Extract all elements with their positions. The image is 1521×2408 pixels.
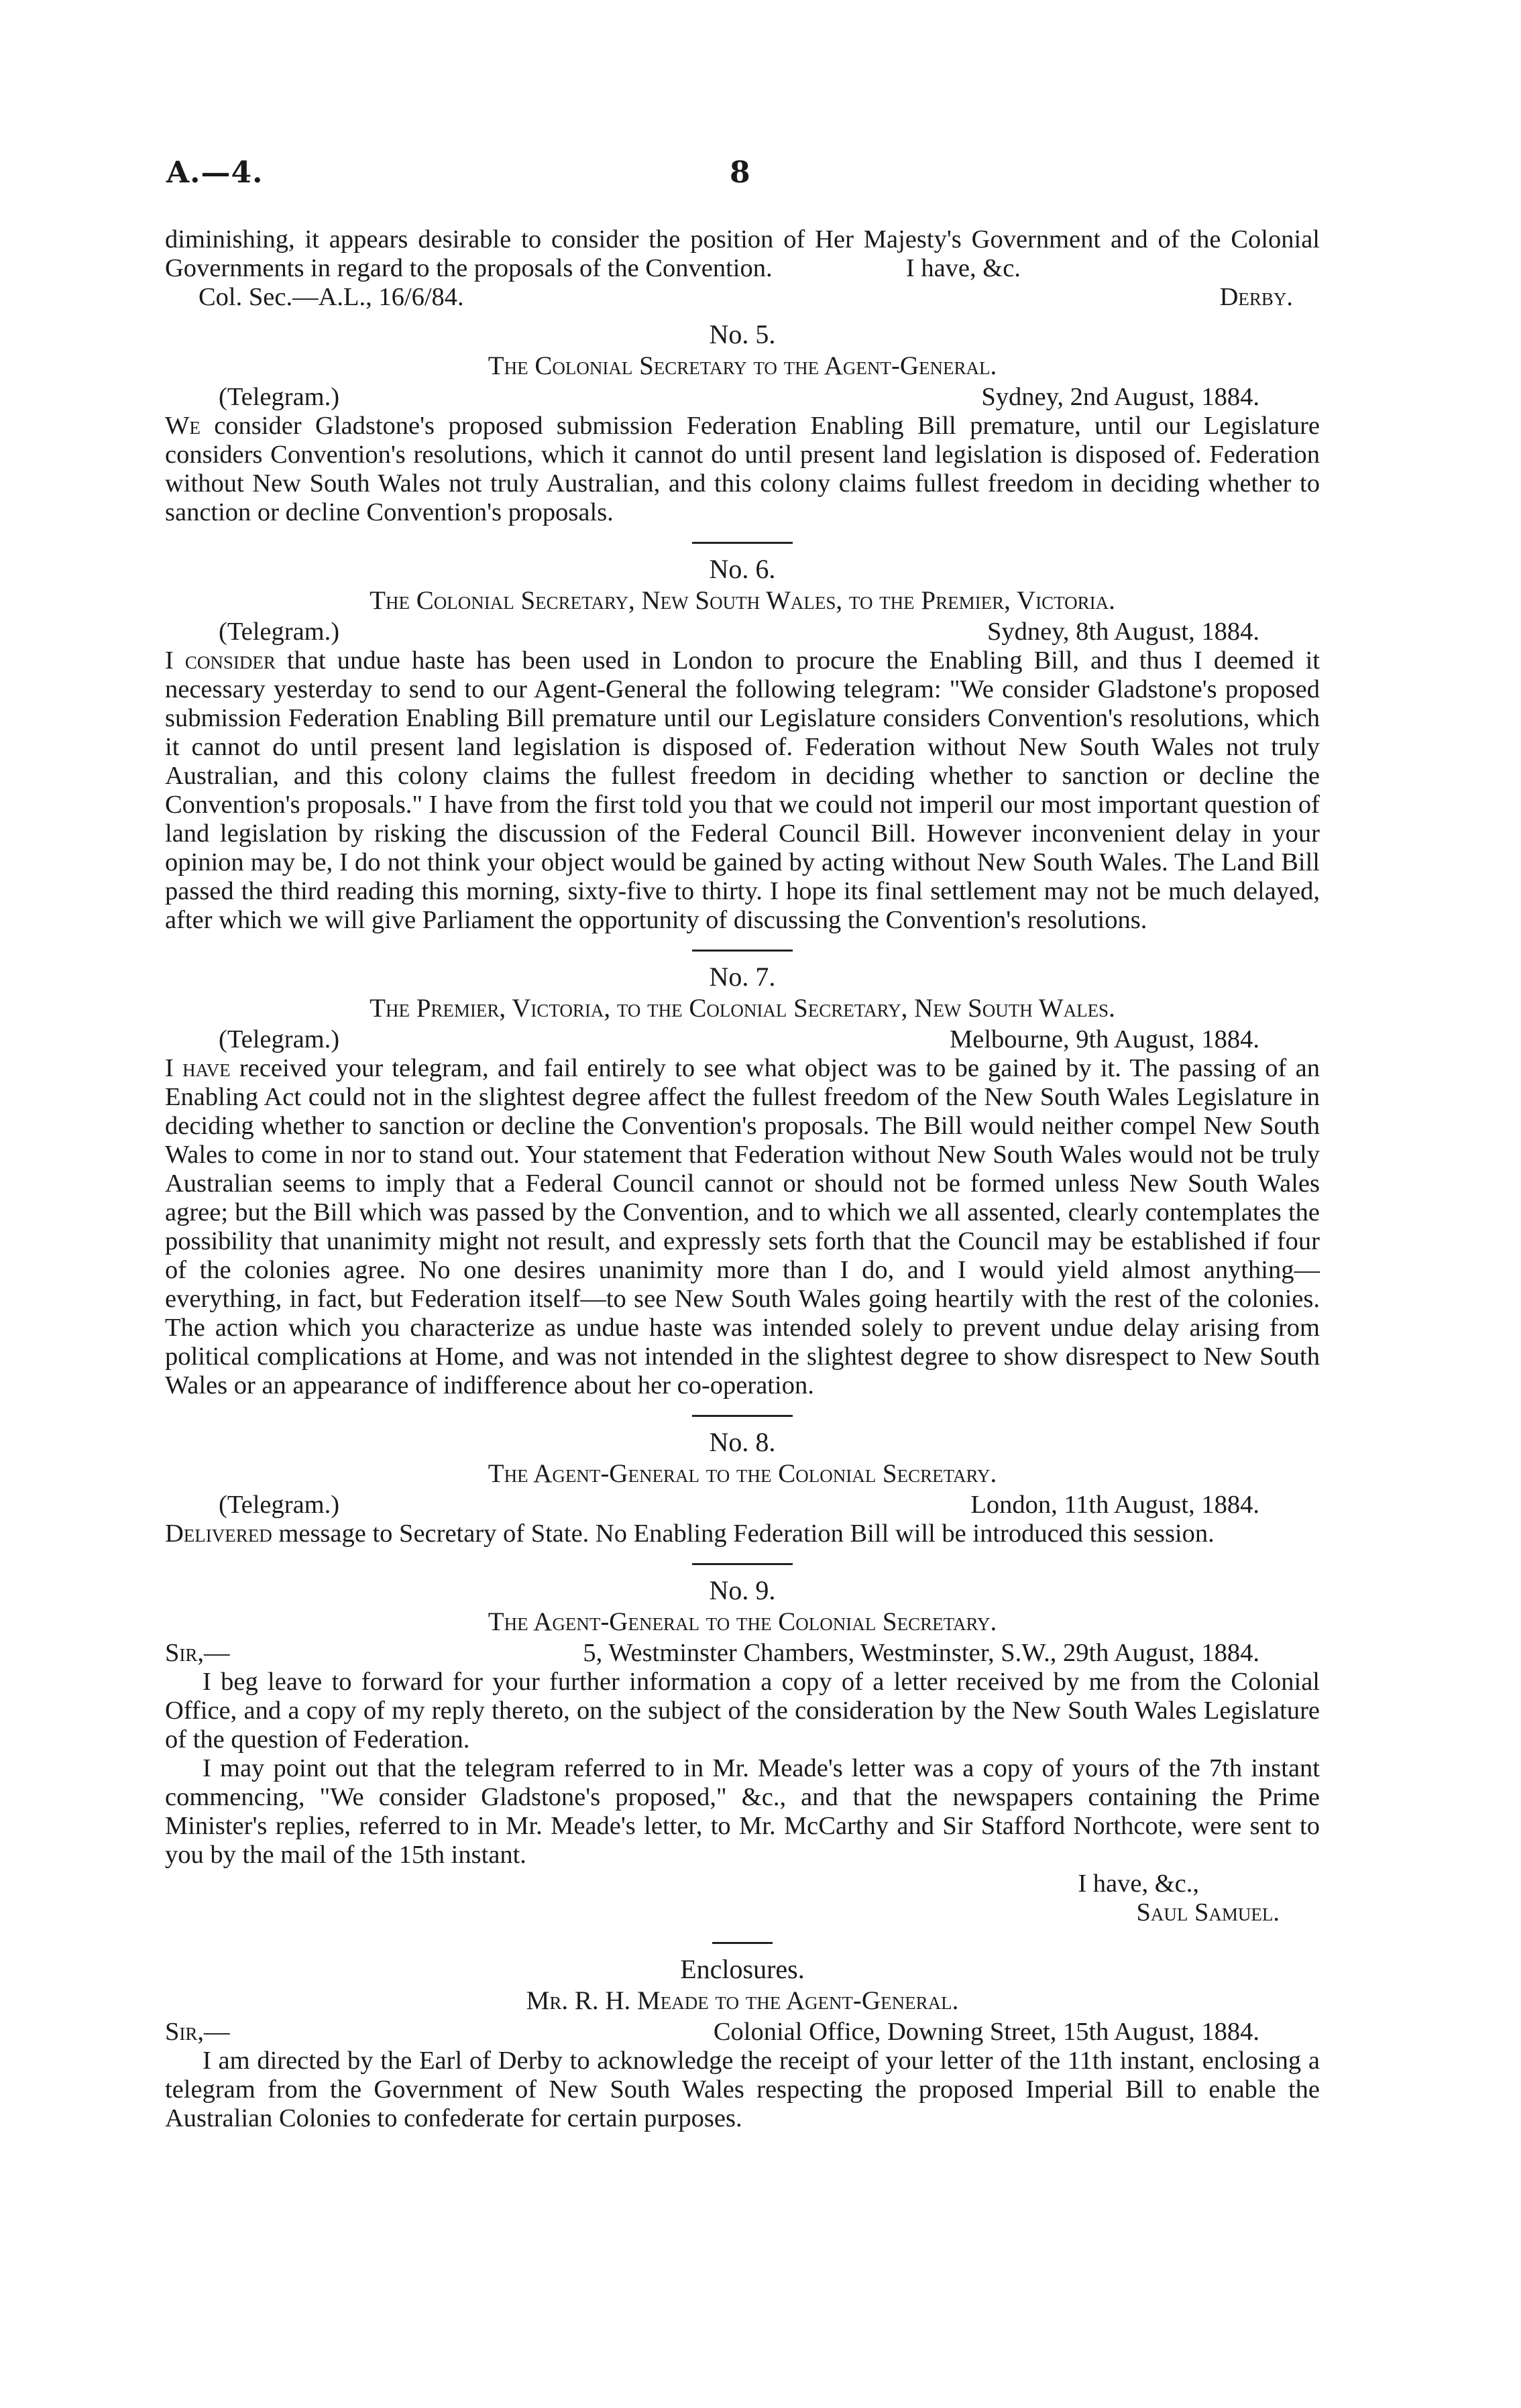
- no7-text: I have received your telegram, and fail entirely to see what object was to be gained by it. The passing of an Enabling Act could not in the slightest degree affect the fullest freedom of the New South Wales Legislature in deciding whether to sanction or decline the Convention's proposals. The Bill would neither compel New South Wales to come in nor to stand out. Your statement that Federation without New South Wales would not be truly Australian seems to imply that a Federal Council cannot or should not be formed unless New South Wales agree; but the Bill which was passed by the Convention, and to which we all assented, clearly contemplates the possibility that unanimity might not result, and expressly sets forth that the Council may be established if four of the colonies agree. No one desires unanimity more than I do, and I would yield almost anything—everything, in fact, but Federation itself—to see New South Wales going heartily with the rest of the colonies. The action which you characterize as undue haste was intended solely to prevent undue delay arising from political complications at Home, and was not intended in the slightest degree to show disrespect to New South Wales or an appearance of indifference about her co-operation.: [165, 1054, 1320, 1399]
- no9-title: The Agent-General to the Colonial Secretary.: [488, 1607, 997, 1636]
- no6-text: I consider that undue haste has been used in London to procure the Enabling Bill, and thus I deemed it necessary yesterday to send to our Agent-General the following telegram: "We consider Gladstone's proposed submission Federation Enabling Bill premature until our Legislature considers Convention's resolutions, which it cannot do until present land legislation is disposed of. Federation without New South Wales not truly Australian, and this colony claims the fullest freedom in deciding whether to sanction or decline the Convention's proposals." I have from the first told you that we could not imperil our most important question of land legislation by risking the discussion of the Federal Council Bill. However inconvenient delay in your opinion may be, I do not think your object would be gained by acting without New South Wales. The Land Bill passed the third reading this morning, sixty-five to thirty. I hope its final settlement may not be much delayed, after which we will give Parliament the opportunity of discussing the Convention's resolutions.: [165, 646, 1320, 934]
- document-reference: A.—4.: [166, 156, 264, 190]
- no5-meta: [165, 383, 1320, 412]
- no7-number: No. 7.: [709, 962, 776, 992]
- document-body: [165, 225, 1320, 2133]
- no9-salutation: Sir,—: [165, 1639, 230, 1667]
- no6-meta: [165, 618, 1320, 646]
- no9-sign-block: [165, 1870, 1320, 1927]
- enclosure-meta: [165, 2018, 1320, 2047]
- no5-number: No. 5.: [709, 319, 776, 349]
- opening-sign-line: [165, 283, 1320, 312]
- no9-meta: [165, 1639, 1320, 1668]
- section-divider: [692, 1563, 793, 1565]
- no8-title: The Agent-General to the Colonial Secretary.: [488, 1459, 997, 1488]
- no9-paragraph-1: I beg leave to forward for your further information a copy of a letter received by me from the Colonial Office, and a copy of my reply thereto, on the subject of the consideration by the New South Wales Legislature of the question of Federation.: [165, 1668, 1320, 1754]
- no6-number: No. 6.: [709, 554, 776, 584]
- enclosures-heading: Enclosures.: [680, 1954, 805, 1984]
- enclosure-paragraph-1: I am directed by the Earl of Derby to acknowledge the receipt of your letter of the 11th instant, enclosing a telegram from the Government of New South Wales respecting the proposed Imperial Bill to enable the Australian Colonies to confederate for certain purposes.: [165, 2047, 1320, 2132]
- no9-paragraph-2: I may point out that the telegram referred to in Mr. Meade's letter was a copy of yours of the 7th instant commencing, "We consider Gladstone's proposed," &c., and that the newspapers containing the Prime Minister's replies, referred to in Mr. Meade's letter, to Mr. McCarthy and Sir Stafford Northcote, were sent to you by the mail of the 15th instant.: [165, 1754, 1320, 1869]
- no5-title: The Colonial Secretary to the Agent-General.: [488, 351, 997, 380]
- no9-signature: Saul Samuel.: [1136, 1898, 1280, 1927]
- no6-type: (Telegram.): [219, 618, 340, 646]
- no7-lead: I have: [165, 1054, 231, 1082]
- no9-closing: I have, &c.,: [1078, 1870, 1199, 1898]
- no8-place-date: London, 11th August, 1884.: [970, 1491, 1259, 1519]
- no8-meta: [165, 1491, 1320, 1520]
- enclosure-title: Mr. R. H. Meade to the Agent-General.: [526, 1986, 959, 2015]
- no8-text: Delivered message to Secretary of State. No Enabling Federation Bill will be introduced this session.: [165, 1520, 1215, 1548]
- opening-closing: I have, &c.: [905, 254, 1021, 282]
- no8-number: No. 8.: [709, 1427, 776, 1457]
- no8-lead: Delivered: [165, 1520, 272, 1548]
- no9-number: No. 9.: [709, 1575, 776, 1605]
- enclosure-salutation: Sir,—: [165, 2018, 230, 2046]
- opening-paragraph: diminishing, it appears desirable to consider the position of Her Majesty's Government and of the Colonial Governments in regard to the proposals of the Convention. I have, &c.: [165, 225, 1320, 282]
- no5-lead: We: [165, 412, 201, 440]
- no7-title: The Premier, Victoria, to the Colonial Secretary, New South Wales.: [370, 994, 1115, 1023]
- opening-signature: Derby.: [1219, 283, 1293, 311]
- no5-text: We consider Gladstone's proposed submission Federation Enabling Bill premature, until our Legislature considers Convention's resolutions, which it cannot do until present land legislation is disposed of. Federation without New South Wales not truly Australian, and this colony claims fullest freedom in deciding whether to sanction or decline Convention's proposals.: [165, 412, 1320, 526]
- section-divider: [692, 950, 793, 952]
- no5-place-date: Sydney, 2nd August, 1884.: [981, 383, 1259, 411]
- no7-type: (Telegram.): [219, 1025, 340, 1053]
- no6-title: The Colonial Secretary, New South Wales, to the Premier, Victoria.: [370, 586, 1115, 615]
- no7-meta: [165, 1025, 1320, 1054]
- no6-place-date: Sydney, 8th August, 1884.: [987, 618, 1259, 646]
- no6-lead: I consider: [165, 646, 276, 675]
- enclosure-place-date: Colonial Office, Downing Street, 15th August, 1884.: [713, 2018, 1259, 2046]
- no8-type: (Telegram.): [219, 1491, 340, 1519]
- section-divider: [712, 1942, 773, 1944]
- no7-place-date: Melbourne, 9th August, 1884.: [950, 1025, 1259, 1053]
- page-number: 8: [730, 156, 750, 190]
- opening-ref: Col. Sec.—A.L., 16/6/84.: [199, 283, 464, 311]
- no5-type: (Telegram.): [219, 383, 340, 411]
- no9-place-date: 5, Westminster Chambers, Westminster, S.W., 29th August, 1884.: [583, 1639, 1259, 1667]
- section-divider: [692, 542, 793, 544]
- section-divider: [692, 1415, 793, 1417]
